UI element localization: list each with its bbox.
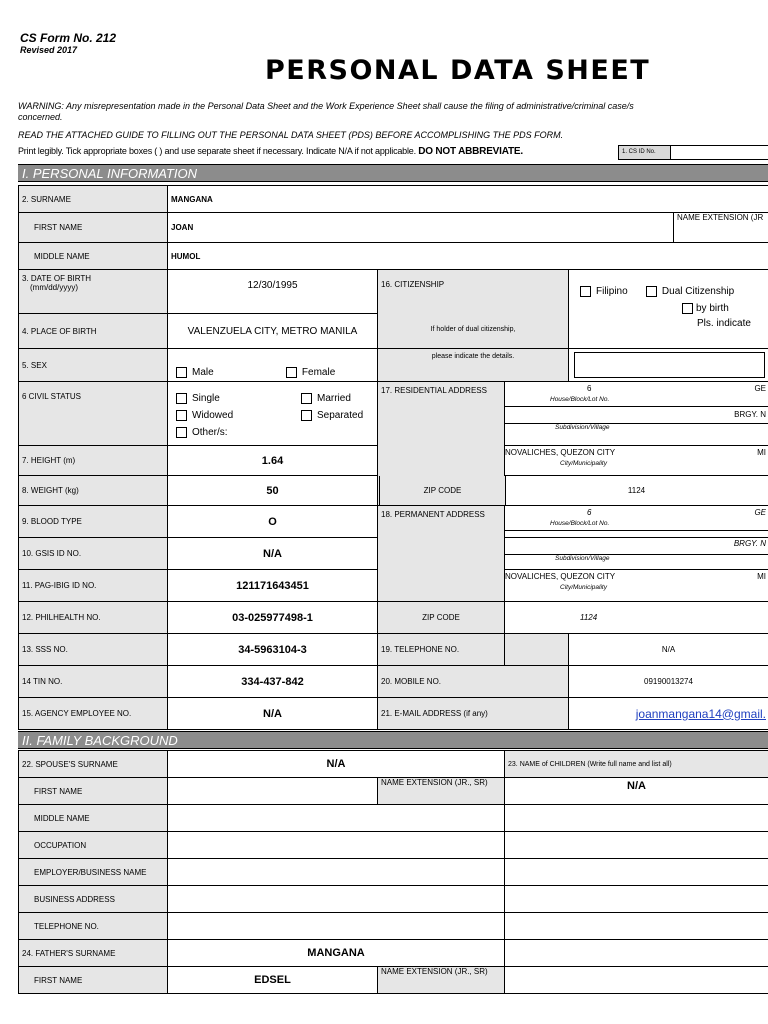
name-table — [18, 185, 768, 270]
child-row-9[interactable] — [505, 967, 768, 994]
citizenship-label-text: 16. CITIZENSHIP — [381, 280, 445, 289]
perm-city-cell — [505, 570, 768, 602]
section-personal-title: I. PERSONAL INFORMATION — [22, 166, 198, 181]
res-city-cell — [505, 446, 768, 476]
spouse-surname-label: 22. SPOUSE'S SURNAME — [19, 751, 168, 778]
perm-street-value[interactable]: GE — [754, 508, 766, 517]
dob-label — [19, 270, 168, 314]
perm-province-value[interactable]: MI — [757, 572, 766, 581]
name-extension-label: NAME EXTENSION (JR — [674, 213, 768, 243]
res-house-sublabel: House/Block/Lot No. — [505, 396, 768, 407]
dual-note-2: please indicate the details. — [378, 349, 569, 382]
telephone-label-spacer — [505, 634, 569, 666]
spouse-surname-value[interactable]: N/A — [168, 751, 505, 778]
filipino-label: Filipino — [596, 286, 628, 298]
surname-label: 2. SURNAME — [19, 186, 168, 213]
section-family-background — [18, 731, 768, 749]
perm-city-value[interactable]: NOVALICHES, QUEZON CITY — [505, 572, 616, 581]
dual-citizenship-option[interactable] — [646, 286, 734, 297]
spouse-first-name-label: FIRST NAME — [19, 778, 168, 805]
others-checkbox[interactable] — [176, 427, 187, 438]
by-birth-option[interactable] — [682, 303, 765, 314]
father-first-name-label: FIRST NAME — [19, 967, 168, 994]
no-abbreviate-note: DO NOT ABBREVIATE. — [418, 146, 523, 157]
form-revision: Revised 2017 — [20, 45, 78, 55]
email-label: 21. E-MAIL ADDRESS (if any) — [378, 698, 569, 730]
mobile-value[interactable]: 09190013274 — [569, 666, 768, 698]
section-family-title: II. FAMILY BACKGROUND — [22, 733, 178, 748]
separated-checkbox[interactable] — [301, 410, 312, 421]
child-row-7[interactable] — [505, 913, 768, 940]
others-option[interactable] — [176, 424, 374, 441]
first-name-value[interactable]: JOAN — [168, 213, 674, 243]
print-note: Print legibly. Tick appropriate boxes ( ) and use separate sheet if necessary. Indicate N/A if not applicable. — [18, 146, 416, 156]
employer-value[interactable] — [168, 859, 505, 886]
telephone-label: 19. TELEPHONE NO. — [378, 634, 505, 666]
single-checkbox[interactable] — [176, 393, 187, 404]
blood-type-label: 9. BLOOD TYPE — [19, 506, 168, 538]
male-option[interactable] — [176, 367, 214, 378]
others-label: Other/s: — [192, 427, 228, 438]
agency-employee-value[interactable]: N/A — [168, 698, 378, 730]
dob-format: (mm/dd/yyyy) — [30, 283, 78, 292]
dual-note-1: If holder of dual citizenship, — [430, 326, 516, 333]
business-address-label: BUSINESS ADDRESS — [19, 886, 168, 913]
height-value[interactable]: 1.64 — [168, 446, 378, 476]
citizenship-details-field[interactable] — [574, 352, 765, 378]
family-table — [18, 750, 768, 994]
father-first-name-value[interactable]: EDSEL — [168, 967, 378, 994]
residential-address-label: 17. RESIDENTIAL ADDRESS — [378, 382, 505, 506]
warning-text — [18, 101, 768, 123]
civil-status-label: 6 CIVIL STATUS — [19, 382, 168, 446]
spouse-telephone-value[interactable] — [168, 913, 505, 940]
section-personal-information — [18, 164, 768, 182]
form-number: CS Form No. 212 — [20, 31, 117, 45]
perm-house-sublabel: House/Block/Lot No. — [505, 520, 768, 531]
father-surname-value[interactable]: MANGANA — [168, 940, 505, 967]
first-name-label: FIRST NAME — [19, 213, 168, 243]
separated-option[interactable] — [301, 410, 363, 421]
perm-zip-value[interactable]: 1124 — [505, 602, 768, 634]
res-house-value[interactable]: 6 — [587, 384, 592, 393]
married-checkbox[interactable] — [301, 393, 312, 404]
res-zip-value[interactable]: 1124 — [505, 476, 768, 506]
business-address-value[interactable] — [168, 886, 505, 913]
res-brgy-value[interactable]: BRGY. N — [734, 410, 766, 419]
perm-house-value[interactable]: 6 — [587, 508, 592, 517]
sss-label: 13. SSS NO. — [19, 634, 168, 666]
widowed-option[interactable] — [176, 407, 301, 424]
single-option[interactable] — [176, 390, 301, 407]
page-title: PERSONAL DATA SHEET — [265, 55, 651, 86]
middle-name-value[interactable]: HUMOL — [168, 243, 768, 270]
gsis-value[interactable]: N/A — [168, 538, 378, 570]
single-label: Single — [192, 393, 220, 404]
filipino-checkbox[interactable] — [580, 286, 591, 297]
pob-label: 4. PLACE OF BIRTH — [19, 314, 168, 349]
email-cell — [569, 698, 768, 730]
married-option[interactable] — [301, 393, 351, 404]
dob-label-text: 3. DATE OF BIRTH — [22, 274, 92, 283]
dual-citizenship-label: Dual Citizenship — [661, 286, 735, 298]
blood-type-value[interactable]: O — [168, 506, 378, 538]
pagibig-value[interactable]: 121171643451 — [168, 570, 378, 602]
widowed-label: Widowed — [192, 410, 234, 421]
child-row-5[interactable] — [505, 859, 768, 886]
print-instructions — [18, 146, 523, 157]
cs-id-label: 1. CS ID No. — [618, 145, 671, 160]
children-label: 23. NAME of CHILDREN (Write full name and list all) — [505, 751, 768, 778]
mobile-label: 20. MOBILE NO. — [378, 666, 569, 698]
perm-subdivision-sublabel: Subdivision/Village — [505, 554, 768, 565]
female-checkbox[interactable] — [286, 367, 297, 378]
child-row-8[interactable] — [505, 940, 768, 967]
spouse-first-name-value[interactable] — [168, 778, 378, 805]
perm-zip-label: ZIP CODE — [378, 602, 505, 634]
by-birth-checkbox[interactable] — [682, 303, 693, 314]
married-label: Married — [317, 393, 351, 404]
warning-line1: WARNING: Any misrepresentation made in the Personal Data Sheet and the Work Experience Sheet shall cause the filing of administrative/criminal case/s — [18, 101, 634, 111]
cs-id-field[interactable] — [670, 145, 768, 160]
tin-label: 14 TIN NO. — [19, 666, 168, 698]
occupation-label: OCCUPATION — [19, 832, 168, 859]
by-birth-label: by birth — [696, 303, 729, 315]
occupation-value[interactable] — [168, 832, 505, 859]
pob-value[interactable]: VALENZUELA CITY, METRO MANILA — [168, 314, 378, 349]
dual-citizenship-checkbox[interactable] — [646, 286, 657, 297]
civil-status-options — [168, 382, 378, 446]
middle-name-label: MIDDLE NAME — [19, 243, 168, 270]
spouse-middle-name-value[interactable] — [168, 805, 505, 832]
sex-label: 5. SEX — [19, 349, 168, 382]
res-province-value[interactable]: MI — [757, 448, 766, 457]
permanent-address-cell — [505, 506, 768, 538]
citizenship-details-cell — [569, 349, 768, 382]
telephone-value[interactable]: N/A — [569, 634, 768, 666]
res-zip-label: ZIP CODE — [379, 476, 506, 505]
gsis-label: 10. GSIS ID NO. — [19, 538, 168, 570]
agency-employee-label: 15. AGENCY EMPLOYEE NO. — [19, 698, 168, 730]
male-label: Male — [192, 367, 214, 378]
res-street-value[interactable]: GE — [754, 384, 766, 393]
widowed-checkbox[interactable] — [176, 410, 187, 421]
tin-value[interactable]: 334-437-842 — [168, 666, 378, 698]
surname-value[interactable]: MANGANA — [168, 186, 768, 213]
sex-options — [168, 349, 378, 382]
perm-brgy-value[interactable]: BRGY. N — [733, 539, 766, 548]
father-surname-label: 24. FATHER'S SURNAME — [19, 940, 168, 967]
res-city-value[interactable]: NOVALICHES, QUEZON CITY — [505, 448, 616, 457]
philhealth-value[interactable]: 03-025977498-1 — [168, 602, 378, 634]
pls-indicate-label: Pls. indicate — [697, 318, 751, 330]
spouse-name-extension-label: NAME EXTENSION (JR., SR) — [378, 778, 505, 805]
res-subdivision-sublabel: Subdivision/Village — [505, 423, 768, 434]
dob-value[interactable]: 12/30/1995 — [168, 270, 378, 314]
sss-value[interactable]: 34-5963104-3 — [168, 634, 378, 666]
warning-line2: concerned. — [18, 112, 63, 122]
citizenship-options — [569, 270, 768, 349]
perm-brgy-cell — [505, 538, 768, 570]
filipino-option[interactable] — [580, 286, 628, 297]
residential-address-cell — [505, 382, 768, 446]
child-row-6[interactable] — [505, 886, 768, 913]
female-label: Female — [301, 367, 336, 378]
children-value[interactable]: N/A — [505, 778, 768, 805]
res-city-sublabel: City/Municipality — [560, 460, 607, 467]
guide-text: READ THE ATTACHED GUIDE TO FILLING OUT THE PERSONAL DATA SHEET (PDS) BEFORE ACCOMPLISHING THE PDS FORM. — [18, 130, 564, 140]
separated-label: Separated — [317, 410, 364, 421]
perm-city-sublabel: City/Municipality — [560, 584, 607, 591]
child-row-4[interactable] — [505, 832, 768, 859]
citizenship-label — [378, 270, 569, 349]
spouse-telephone-label: TELEPHONE NO. — [19, 913, 168, 940]
email-value[interactable]: joanmangana14@gmail. — [635, 706, 766, 721]
philhealth-label: 12. PHILHEALTH NO. — [19, 602, 168, 634]
weight-value[interactable]: 50 — [168, 476, 378, 506]
father-name-extension-label: NAME EXTENSION (JR., SR) — [378, 967, 505, 994]
spouse-middle-name-label: MIDDLE NAME — [19, 805, 168, 832]
permanent-address-label: 18. PERMANENT ADDRESS — [378, 506, 505, 602]
child-row-3[interactable] — [505, 805, 768, 832]
pagibig-label: 11. PAG-IBIG ID NO. — [19, 570, 168, 602]
res-house-row — [505, 382, 768, 396]
weight-label: 8. WEIGHT (kg) — [19, 476, 168, 506]
female-option[interactable] — [286, 367, 335, 378]
employer-label: EMPLOYER/BUSINESS NAME — [19, 859, 168, 886]
height-label: 7. HEIGHT (m) — [19, 446, 168, 476]
male-checkbox[interactable] — [176, 367, 187, 378]
